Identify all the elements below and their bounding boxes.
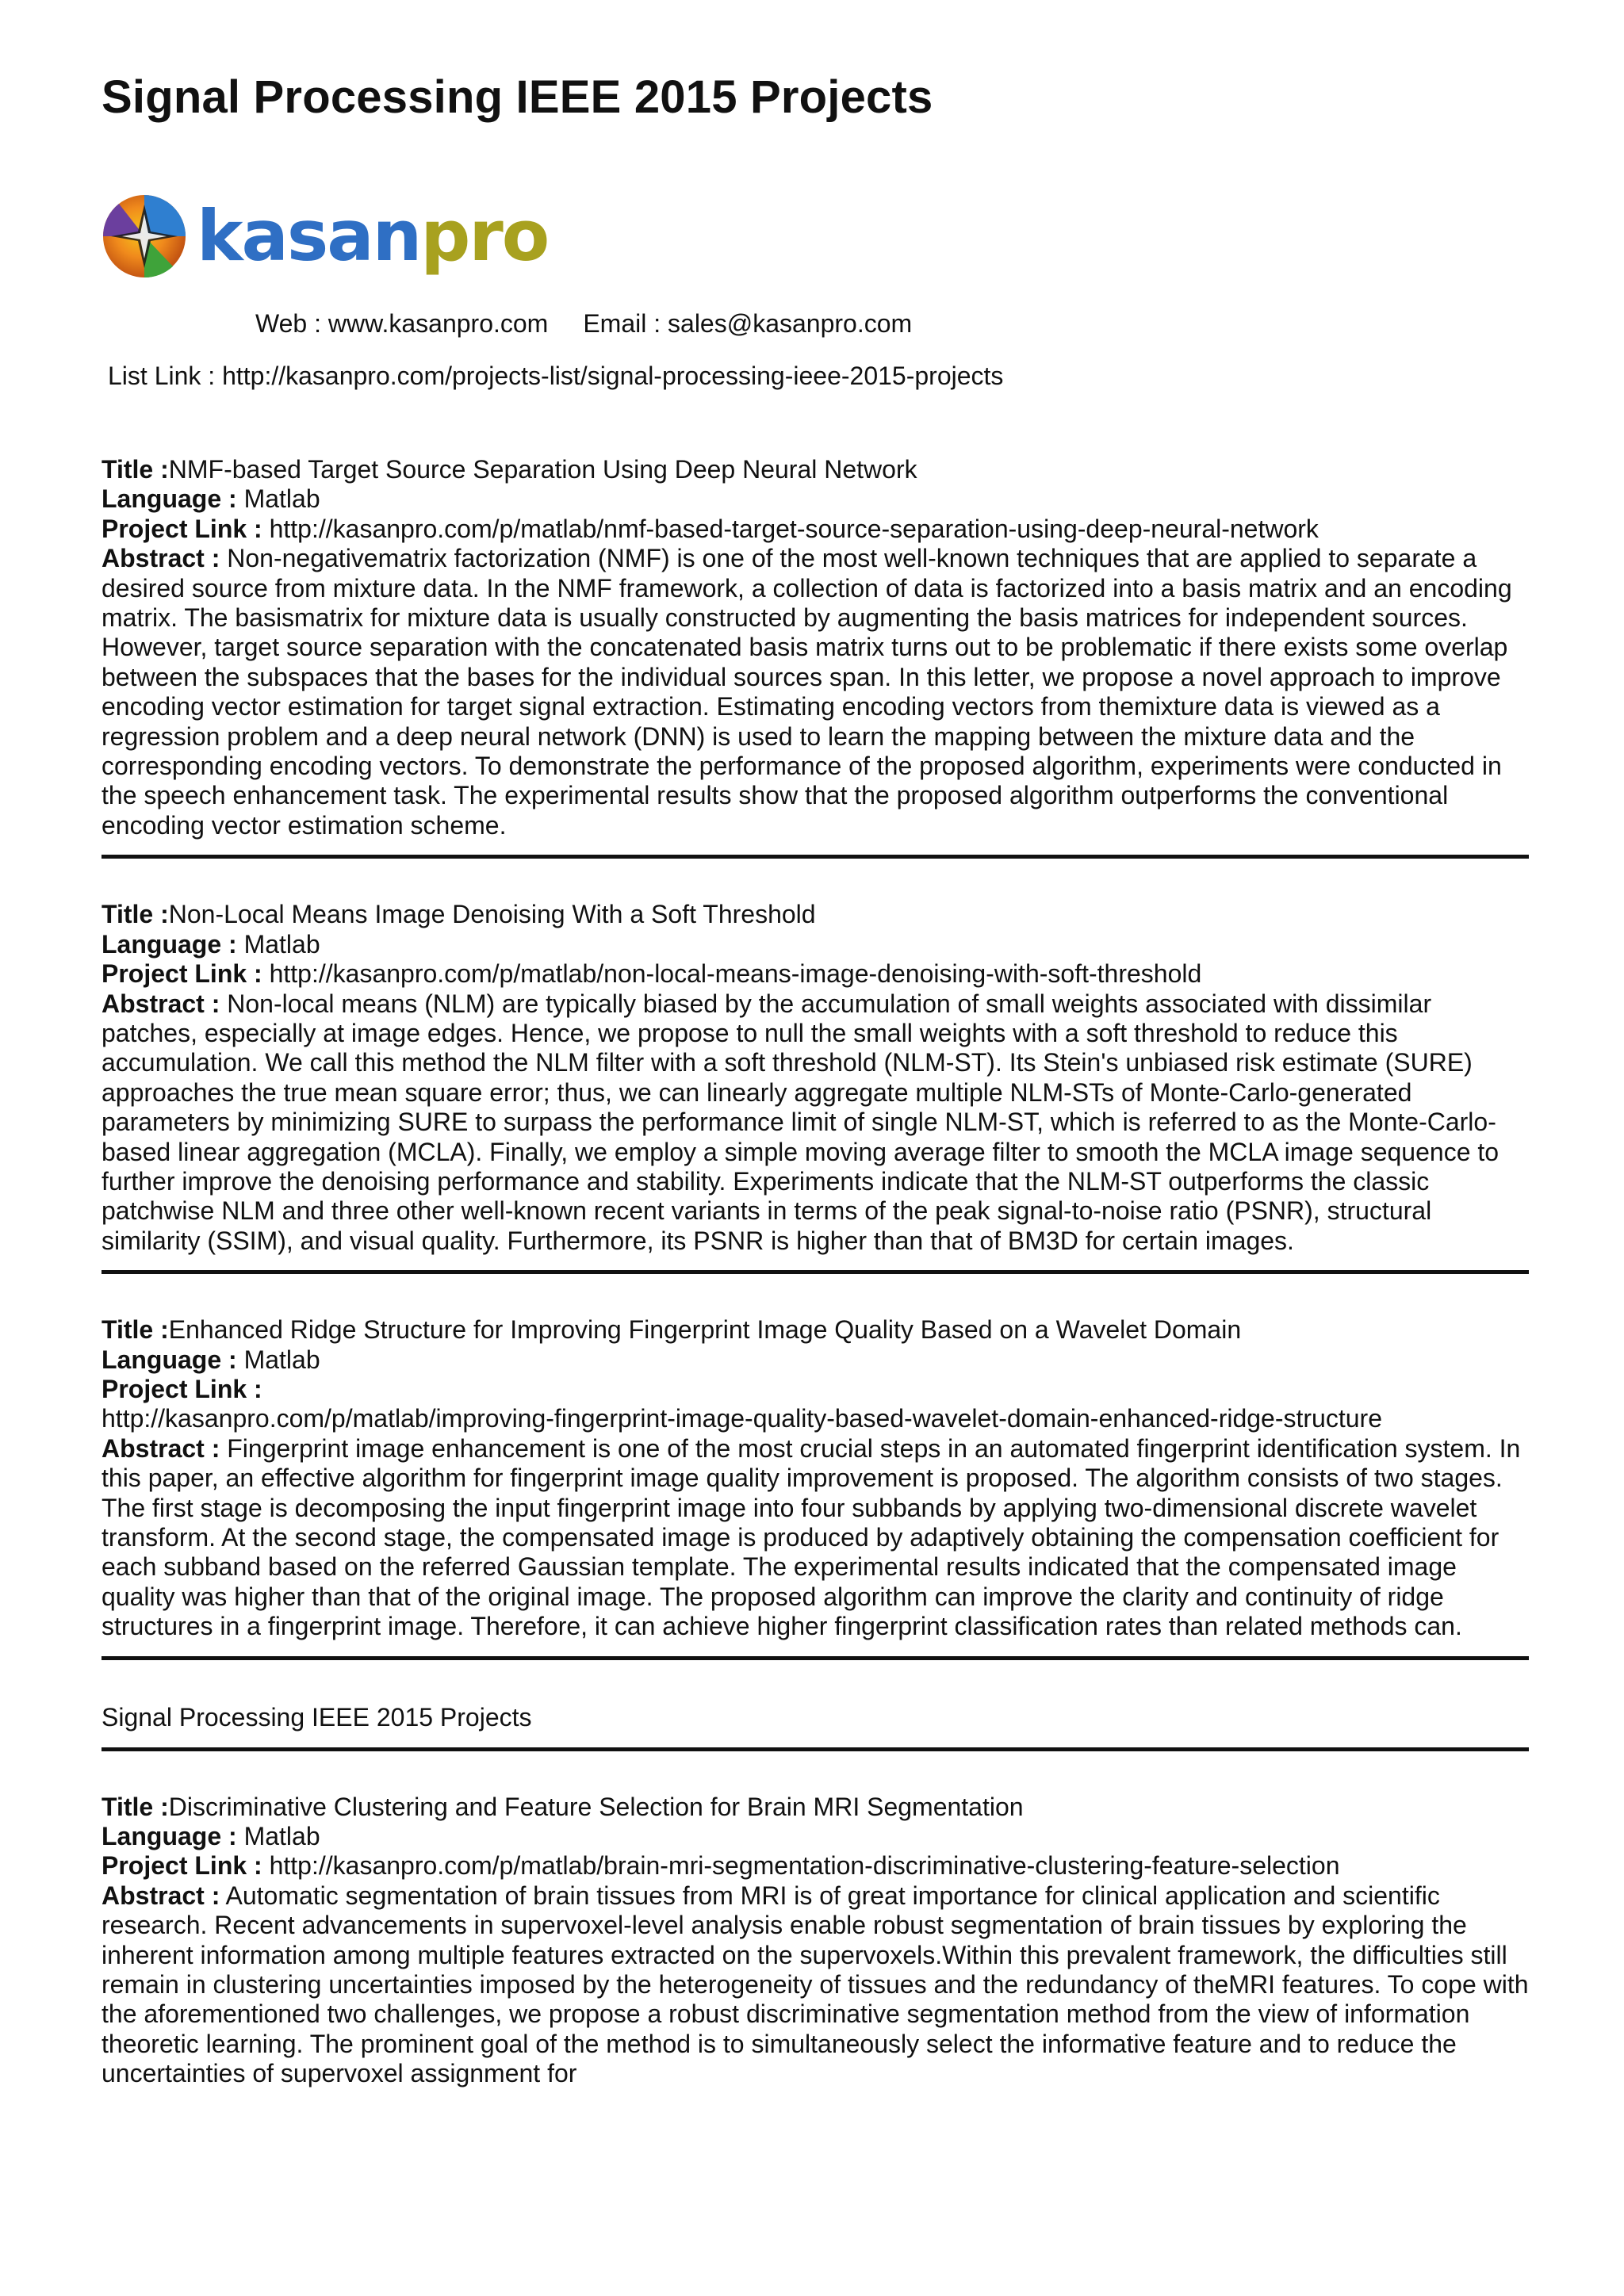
abstract-label: Abstract : <box>102 544 220 573</box>
email-link[interactable]: Email : sales@kasanpro.com <box>583 309 913 338</box>
language-label: Language : <box>102 1822 237 1851</box>
project-abstract-row <box>102 1881 1529 2089</box>
svg-text:kasanpro: kasanpro <box>197 195 549 277</box>
project-abstract: Non-negativematrix factorization (NMF) is one of the most well-known techniques that are applied to separate a desired source from mixture data. In the NMF framework, a collection of data is factorized into a basis matrix and an encoding matrix. The basismatrix for mixture data is usually constructed by augmenting the basis matrices for independent sources. However, target source separation with the concatenated basis matrix turns out to be problematic if there exists some overlap between the subspaces that the bases for the individual sources span. In this letter, we propose a novel approach to improve encoding vector estimation for target signal extraction. Estimating encoding vectors from themixture data is viewed as a regression problem and a deep neural network (DNN) is used to learn the mapping between the mixture data and the corresponding encoding vectors. To demonstrate the performance of the proposed algorithm, experiments were conducted in the speech enhancement task. The experimental results show that the proposed algorithm outperforms the conventional encoding vector estimation scheme. <box>102 544 1512 840</box>
document-title: Signal Processing IEEE 2015 Projects <box>102 71 933 123</box>
project-title: Enhanced Ridge Structure for Improving Fingerprint Image Quality Based on a Wavelet Domain <box>168 1315 1242 1345</box>
section-divider <box>102 1270 1529 1274</box>
project-title-row <box>102 1793 1529 1822</box>
project-language: Matlab <box>243 1822 320 1851</box>
language-label: Language : <box>102 1345 237 1374</box>
project-abstract: Non-local means (NLM) are typically biased by the accumulation of small weights associated with dissimilar patches, especially at image edges. Hence, we propose to null the small weights with a soft threshold to reduce this accumulation. We call this method the NLM filter with a soft threshold (NLM-ST). Its Stein's unbiased risk estimate (SURE) approaches the true mean square error; thus, we can linearly aggregate multiple NLM-STs of Monte-Carlo-generated parameters by minimizing SURE to surpass the performance limit of single NLM-ST, which is referred to as the Monte-Carlo-based linear aggregation (MCLA). Finally, we employ a simple moving average filter to smooth the MCLA image sequence to further improve the denoising performance and stability. Experiments indicate that the NLM-ST outperforms the classic patchwise NLM and three other well-known recent variants in terms of the peak signal-to-noise ratio (PSNR), structural similarity (SSIM), and visual quality. Furthermore, its PSNR is higher than that of BM3D for certain images. <box>102 989 1500 1255</box>
project-language: Matlab <box>243 1345 320 1374</box>
project-abstract-row <box>102 1434 1529 1642</box>
project-link-row <box>102 1851 1529 1881</box>
project-entry <box>102 900 1529 1256</box>
section-divider <box>102 1656 1529 1660</box>
title-label: Title : <box>102 1792 169 1821</box>
project-abstract-row <box>102 989 1529 1257</box>
project-link-row-wrapped <box>102 1404 1529 1433</box>
language-label: Language : <box>102 929 237 959</box>
project-language-row <box>102 484 1529 514</box>
page-footer-title: Signal Processing IEEE 2015 Projects <box>102 1702 532 1732</box>
project-title: Non-Local Means Image Denoising With a Soft Threshold <box>168 900 816 929</box>
project-abstract: Fingerprint image enhancement is one of the most crucial steps in an automated fingerprint identification system. In this paper, an effective algorithm for fingerprint image quality improvement is proposed. The algorithm consists of two stages. The first stage is decomposing the input fingerprint image into four subbands by applying two-dimensional discrete wavelet transform. At the second stage, the compensated image is produced by adaptively obtaining the compensation coefficient for each subband based on the referred Gaussian template. The experimental results indicated that the compensated image quality was higher than that of the original image. The proposed algorithm can improve the clarity and continuity of ridge structures in a fingerprint image. Therefore, it can achieve higher fingerprint classification rates than related methods can. <box>102 1433 1521 1641</box>
project-abstract-row <box>102 544 1529 840</box>
project-title: Discriminative Clustering and Feature Selection for Brain MRI Segmentation <box>168 1792 1024 1821</box>
language-label: Language : <box>102 484 237 514</box>
project-title-row <box>102 900 1529 929</box>
project-link-row <box>102 1375 1529 1404</box>
project-language: Matlab <box>243 484 320 514</box>
title-label: Title : <box>102 900 169 929</box>
project-entry <box>102 1793 1529 2089</box>
abstract-label: Abstract : <box>102 1433 220 1463</box>
abstract-label: Abstract : <box>102 1881 220 1910</box>
project-link-label: Project Link : <box>102 1374 262 1403</box>
project-language-row <box>102 1345 1529 1375</box>
project-link-label: Project Link : <box>102 959 262 989</box>
project-title-row <box>102 455 1529 484</box>
project-link-label: Project Link : <box>102 514 262 543</box>
project-language-row <box>102 930 1529 959</box>
project-link[interactable]: http://kasanpro.com/p/matlab/brain-mri-segmentation-discriminative-clustering-feature-selection <box>269 1851 1340 1881</box>
title-label: Title : <box>102 1315 169 1345</box>
project-title-row <box>102 1315 1529 1345</box>
contact-line <box>255 308 912 339</box>
project-language-row <box>102 1822 1529 1851</box>
kasanpro-logo-icon <box>103 190 549 285</box>
kasanpro-logo <box>103 190 549 285</box>
project-link[interactable]: http://kasanpro.com/p/matlab/non-local-means-image-denoising-with-soft-threshold <box>269 959 1202 989</box>
project-abstract: Automatic segmentation of brain tissues from MRI is of great importance for clinical application and scientific research. Recent advancements in supervoxel-level analysis enable robust segmentation of brain tissues by exploring the inherent information among multiple features extracted on the supervoxels.Within this prevalent framework, the difficulties still remain in clustering uncertainties imposed by the heterogeneity of tissues and the redundancy of theMRI features. To cope with the aforementioned two challenges, we propose a robust discriminative segmentation method from the view of information theoretic learning. The prominent goal of the method is to simultaneously select the informative feature and to reduce the uncertainties of supervoxel assignment for <box>102 1881 1529 2088</box>
project-link[interactable]: http://kasanpro.com/p/matlab/nmf-based-target-source-separation-using-deep-neural-network <box>269 514 1319 543</box>
list-link[interactable]: List Link : http://kasanpro.com/projects-list/signal-processing-ieee-2015-projects <box>108 362 1004 390</box>
section-divider <box>102 1747 1529 1751</box>
project-link-row <box>102 515 1529 544</box>
project-title: NMF-based Target Source Separation Using Deep Neural Network <box>168 455 917 484</box>
section-divider <box>102 855 1529 859</box>
abstract-label: Abstract : <box>102 989 220 1018</box>
project-link-row <box>102 959 1529 989</box>
project-link-label: Project Link : <box>102 1851 262 1881</box>
project-list <box>102 455 1529 2089</box>
project-language: Matlab <box>243 929 320 959</box>
title-label: Title : <box>102 455 169 484</box>
project-entry <box>102 455 1529 840</box>
project-link[interactable]: http://kasanpro.com/p/matlab/improving-fingerprint-image-quality-based-wavelet-domain-enhanced-ridge-structure <box>102 1404 1382 1433</box>
website-link[interactable]: Web : www.kasanpro.com <box>255 309 549 338</box>
project-entry <box>102 1315 1529 1641</box>
